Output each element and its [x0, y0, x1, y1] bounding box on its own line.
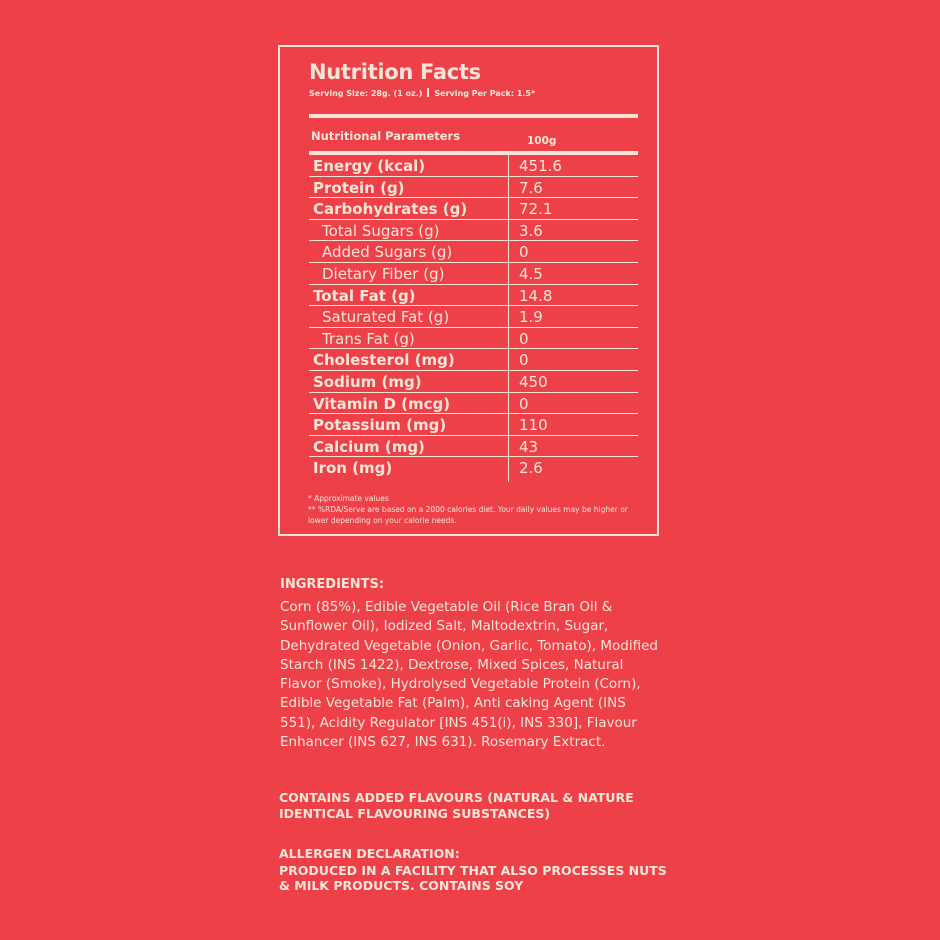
nutrient-label: Saturated Fat (g) [322, 308, 450, 327]
nutrition-facts-panel [278, 45, 659, 536]
nutrient-label: Calcium (mg) [313, 437, 425, 456]
nutrient-label: Vitamin D (mcg) [313, 394, 451, 413]
table-row [309, 263, 638, 285]
nutrient-label: Potassium (mg) [313, 416, 447, 435]
ingredients-heading: INGREDIENTS: [280, 577, 385, 592]
nutrient-value: 43 [519, 437, 539, 456]
nutrition-facts-title: Nutrition Facts [309, 60, 481, 84]
serving-info [309, 88, 535, 98]
table-row [309, 436, 638, 458]
serving-separator [427, 88, 429, 97]
ingredients-text: Corn (85%), Edible Vegetable Oil (Rice Bran Oil & Sunflower Oil), Iodized Salt, Maltodextrin, Sugar, Dehydrated Vegetable (Onion, Garlic, Tomato), Modified Starch (INS 1422), Dextrose, Mixed Spices, Natural Flavor (Smoke), Hydrolysed Vegetable Protein (Corn), Edible Vegetable Fat (Palm), Anti caking Agent (INS 551), Acidity Regulator [INS 451(i), INS 330], Flavour Enhancer (INS 627, INS 631). Rosemary Extract. [280, 599, 658, 751]
allergen-text: PRODUCED IN A FACILITY THAT ALSO PROCESSES NUTS & MILK PRODUCTS. CONTAINS SOY [279, 863, 667, 893]
nutrient-label: Trans Fat (g) [322, 329, 415, 348]
footnote-approximate: * Approximate values [308, 494, 389, 503]
nutrient-label: Energy (kcal) [313, 157, 426, 175]
allergen-heading: ALLERGEN DECLARATION: [279, 846, 460, 861]
nutrient-value: 4.5 [519, 264, 543, 283]
nutrient-label: Total Fat (g) [313, 286, 416, 305]
nutrient-value: 7.6 [519, 178, 543, 197]
table-header-column: 100g [527, 135, 557, 147]
nutrient-value: 14.8 [519, 286, 553, 305]
nutrient-value: 0 [519, 243, 529, 262]
nutrient-label: Cholesterol (mg) [313, 351, 455, 370]
nutrient-label: Iron (mg) [313, 459, 393, 478]
nutrient-value: 0 [519, 351, 529, 370]
nutrient-value: 451.6 [519, 157, 562, 175]
table-row [309, 414, 638, 436]
table-row [309, 328, 638, 350]
table-row [309, 177, 638, 199]
nutrient-value: 0 [519, 394, 529, 413]
thick-divider-top [309, 114, 638, 118]
table-row [309, 241, 638, 263]
flavours-note: CONTAINS ADDED FLAVOURS (NATURAL & NATURE IDENTICAL FLAVOURING SUBSTANCES) [279, 790, 634, 821]
table-row [309, 349, 638, 371]
table-header-label: Nutritional Parameters [311, 129, 461, 143]
nutrient-value: 110 [519, 416, 548, 435]
table-row [309, 457, 638, 478]
table-row [309, 306, 638, 328]
nutrient-label: Protein (g) [313, 178, 405, 197]
table-row [309, 220, 638, 242]
nutrient-label: Sodium (mg) [313, 372, 422, 391]
serving-per-pack: Serving Per Pack: 1.5* [434, 89, 536, 98]
nutrient-value: 3.6 [519, 221, 543, 240]
nutrient-label: Carbohydrates (g) [313, 200, 468, 219]
footnotes [308, 493, 643, 526]
nutrient-value: 0 [519, 329, 529, 348]
nutrient-value: 72.1 [519, 200, 553, 219]
nutrition-table [309, 155, 638, 478]
nutrient-label: Dietary Fiber (g) [322, 264, 445, 283]
nutrient-value: 1.9 [519, 308, 543, 327]
nutrient-value: 450 [519, 372, 548, 391]
nutrient-label: Added Sugars (g) [322, 243, 453, 262]
table-row [309, 393, 638, 415]
serving-size: Serving Size: 28g. (1 oz.) [309, 89, 423, 98]
table-row [309, 155, 638, 177]
table-row [309, 198, 638, 220]
table-row [309, 371, 638, 393]
nutrient-label: Total Sugars (g) [322, 221, 440, 240]
table-row [309, 285, 638, 307]
nutrient-value: 2.6 [519, 459, 543, 478]
column-divider [508, 155, 509, 482]
footnote-rda: ** %RDA/Serve are based on a 2000 calories diet. Your daily values may be higher or lower depending on your calorie needs. [308, 505, 628, 525]
